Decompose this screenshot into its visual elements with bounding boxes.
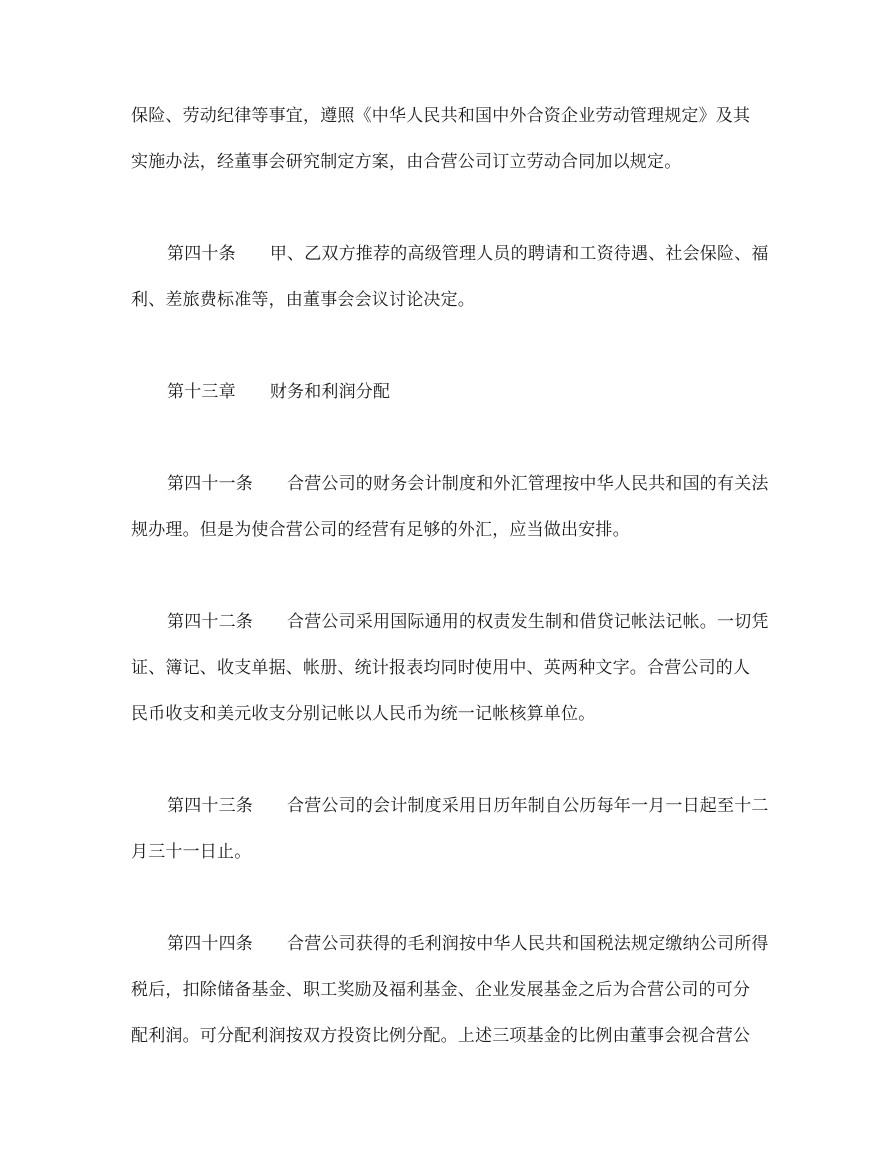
article-41-first-line <box>167 473 771 495</box>
paragraph-line: 月三十一日止。 <box>131 842 252 862</box>
article-44-first-line <box>167 933 771 955</box>
paragraph-line: 利、差旅费标准等，由董事会会议讨论决定。 <box>131 290 475 310</box>
paragraph-line: 规办理。但是为使合营公司的经营有足够的外汇，应当做出安排。 <box>131 520 630 540</box>
article-40-first-line <box>167 243 771 265</box>
article-text: 合营公司获得的毛利润按中华人民共和国税法规定缴纳公司所得 <box>287 934 769 954</box>
paragraph-line: 税后，扣除储备基金、职工奖励及福利基金、企业发展基金之后为合营公司的可分 <box>131 980 751 1000</box>
article-number: 第四十条 <box>167 244 236 264</box>
paragraph-line: 证、簿记、收支单据、帐册、统计报表均同时使用中、英两种文字。合营公司的人 <box>131 658 751 678</box>
article-42-first-line <box>167 611 771 633</box>
article-number: 第四十二条 <box>167 612 253 632</box>
paragraph-line: 配利润。可分配利润按双方投资比例分配。上述三项基金的比例由董事会视合营公 <box>131 1026 751 1046</box>
chapter-number: 第十三章 <box>167 382 236 402</box>
chapter-heading <box>167 381 771 403</box>
paragraph-line: 保险、劳动纪律等事宜，遵照《中华人民共和国中外合资企业劳动管理规定》及其 <box>131 106 751 126</box>
article-text: 合营公司的会计制度采用日历年制自公历每年一月一日起至十二 <box>287 796 769 816</box>
article-text: 合营公司的财务会计制度和外汇管理按中华人民共和国的有关法 <box>287 474 769 494</box>
paragraph-line: 民币收支和美元收支分别记帐以人民币为统一记帐核算单位。 <box>131 704 596 724</box>
article-text: 甲、乙双方推荐的高级管理人员的聘请和工资待遇、社会保险、福 <box>269 244 769 264</box>
chapter-title: 财务和利润分配 <box>269 382 391 402</box>
article-number: 第四十三条 <box>167 796 253 816</box>
article-number: 第四十四条 <box>167 934 253 954</box>
article-number: 第四十一条 <box>167 474 253 494</box>
article-text: 合营公司采用国际通用的权责发生制和借贷记帐法记帐。一切凭 <box>287 612 769 632</box>
article-43-first-line <box>167 795 771 817</box>
paragraph-line: 实施办法，经董事会研究制定方案，由合营公司订立劳动合同加以规定。 <box>131 152 682 172</box>
